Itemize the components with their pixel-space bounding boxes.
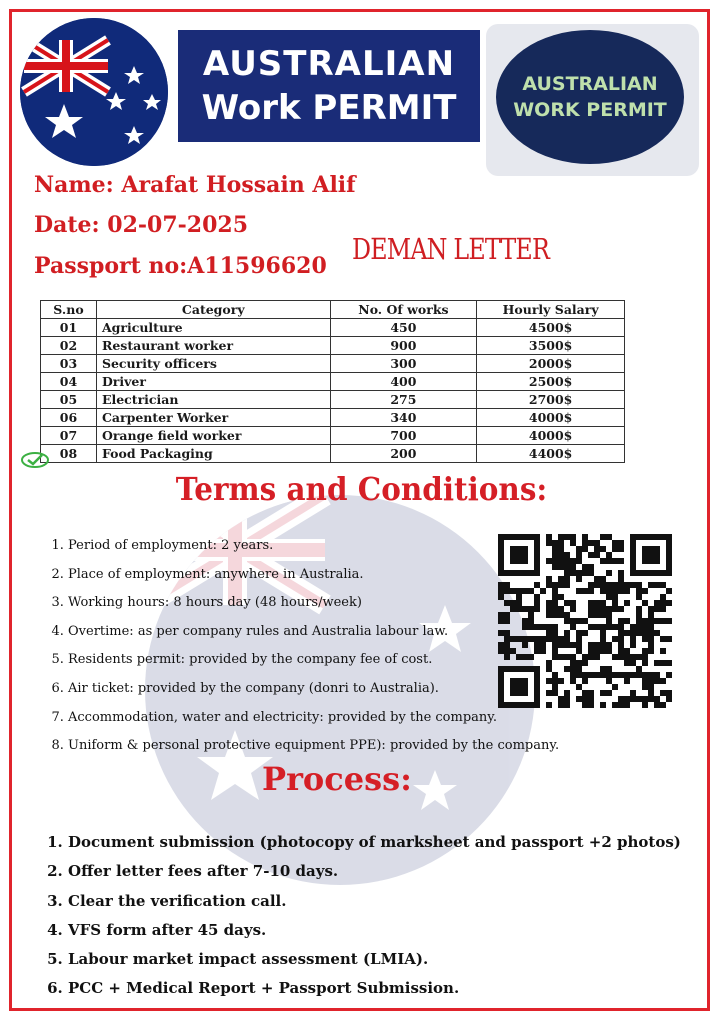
- document-title: DEMAN LETTER: [352, 232, 550, 266]
- list-item: 2. Offer letter fees after 7-10 days.: [68, 857, 681, 886]
- list-item: 2. Place of employment: anywhere in Australia.: [68, 561, 588, 590]
- badge-line-1: AUSTRALIAN: [522, 73, 658, 95]
- work-permit-badge: [486, 24, 699, 176]
- table-row: 03 Security officers 300 2000$: [41, 355, 625, 373]
- table-row: 05 Electrician 275 2700$: [41, 391, 625, 409]
- col-header-sno: S.no: [41, 301, 97, 319]
- title-line-1: AUSTRALIAN: [202, 44, 456, 84]
- process-list: [48, 828, 681, 1004]
- table-row: 02 Restaurant worker 900 3500$: [41, 337, 625, 355]
- col-header-works: No. Of works: [330, 301, 477, 319]
- list-item: 5. Residents permit: provided by the company fee of cost.: [68, 646, 588, 675]
- badge-line-2: WORK PERMIT: [513, 99, 667, 121]
- list-item: 5. Labour market impact assessment (LMIA).: [68, 945, 681, 974]
- qr-code-icon: [497, 526, 673, 720]
- list-item: 6. Air ticket: provided by the company (donri to Australia).: [68, 675, 588, 704]
- table-row: 06 Carpenter Worker 340 4000$: [41, 409, 625, 427]
- list-item: 7. Accommodation, water and electricity: provided by the company.: [68, 704, 588, 733]
- australia-flag-icon: [20, 18, 168, 166]
- table-row: 08 Food Packaging 200 4400$: [41, 445, 625, 463]
- col-header-salary: Hourly Salary: [477, 301, 625, 319]
- jobs-table: [40, 300, 625, 463]
- list-item: 3. Working hours: 8 hours day (48 hours/week): [68, 589, 588, 618]
- title-banner: [178, 30, 480, 142]
- applicant-name: Name: Arafat Hossain Alif: [34, 172, 356, 198]
- list-item: 3. Clear the verification call.: [68, 887, 681, 916]
- list-item: 1. Document submission (photocopy of marksheet and passport +2 photos): [68, 828, 681, 857]
- process-heading: Process:: [262, 760, 412, 798]
- title-line-2: Work PERMIT: [201, 88, 457, 128]
- list-item: 6. PCC + Medical Report + Passport Submission.: [68, 974, 681, 1003]
- table-row: 01 Agriculture 450 4500$: [41, 319, 625, 337]
- table-header-row: [41, 301, 625, 319]
- table-row: 07 Orange field worker 700 4000$: [41, 427, 625, 445]
- list-item: 4. Overtime: as per company rules and Australia labour law.: [68, 618, 588, 647]
- terms-heading: Terms and Conditions:: [175, 470, 548, 508]
- list-item: 8. Uniform & personal protective equipment PPE): provided by the company.: [68, 732, 588, 761]
- applicant-passport: Passport no:A11596620: [34, 253, 327, 279]
- col-header-category: Category: [96, 301, 330, 319]
- list-item: 4. VFS form after 45 days.: [68, 916, 681, 945]
- table-row: 04 Driver 400 2500$: [41, 373, 625, 391]
- list-item: 1. Period of employment: 2 years.: [68, 532, 588, 561]
- applicant-date: Date: 02-07-2025: [34, 212, 248, 238]
